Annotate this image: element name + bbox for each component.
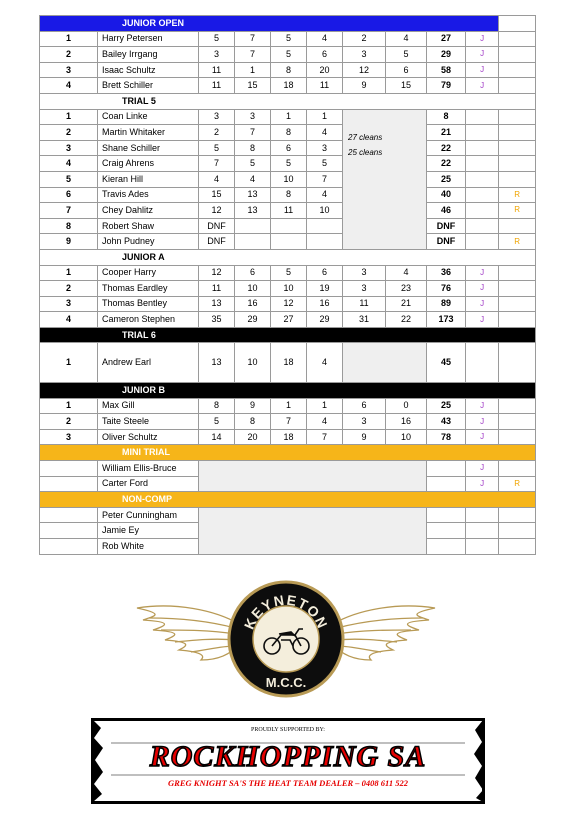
score-cell: 10 xyxy=(235,281,271,297)
score-cell: 8 xyxy=(199,398,235,414)
junior-flag-cell xyxy=(466,187,499,203)
score-cell xyxy=(307,234,343,250)
score-cell: 10 xyxy=(235,343,271,383)
score-cell: 18 xyxy=(271,78,307,94)
place-cell: 8 xyxy=(40,218,98,234)
score-cell: 7 xyxy=(235,125,271,141)
place-cell: 1 xyxy=(40,343,98,383)
rookie-flag-cell xyxy=(499,265,536,281)
score-cell: 3 xyxy=(343,265,386,281)
rookie-flag-cell: R xyxy=(499,476,536,492)
rider-name-cell: Martin Whitaker xyxy=(98,125,199,141)
score-cell xyxy=(235,234,271,250)
place-cell: 2 xyxy=(40,47,98,63)
section-header-spacer xyxy=(499,16,536,32)
score-cell: 20 xyxy=(307,62,343,78)
total-cell: 45 xyxy=(427,343,466,383)
rookie-flag-cell xyxy=(499,461,536,477)
place-cell: 3 xyxy=(40,62,98,78)
score-cell: 9 xyxy=(235,398,271,414)
score-cell: 5 xyxy=(271,156,307,172)
total-cell xyxy=(427,476,466,492)
score-cell: 27 xyxy=(271,312,307,328)
score-cell: DNF xyxy=(199,218,235,234)
rider-name-cell: Andrew Earl xyxy=(98,343,199,383)
section-title: MINI TRIAL xyxy=(40,445,536,461)
junior-flag-cell xyxy=(466,539,499,555)
score-cell: 4 xyxy=(386,31,427,47)
score-cell: 16 xyxy=(235,296,271,312)
table-row xyxy=(40,312,536,328)
rider-name-cell: Travis Ades xyxy=(98,187,199,203)
rookie-flag-cell xyxy=(499,296,536,312)
place-cell: 2 xyxy=(40,125,98,141)
cleans-note: 25 cleans xyxy=(348,148,383,158)
score-cell: 15 xyxy=(386,78,427,94)
score-cell: 11 xyxy=(307,78,343,94)
score-cell: 7 xyxy=(235,31,271,47)
table-row xyxy=(40,507,536,523)
score-cell: 3 xyxy=(199,47,235,63)
score-cell: 4 xyxy=(307,414,343,430)
place-cell: 5 xyxy=(40,171,98,187)
sponsor-name: ROCKHOPPING SA xyxy=(149,740,427,773)
score-cell: 31 xyxy=(343,312,386,328)
rider-name-cell: Brett Schiller xyxy=(98,78,199,94)
junior-flag-cell xyxy=(466,507,499,523)
table-row xyxy=(40,429,536,445)
total-cell xyxy=(427,507,466,523)
score-cell: 3 xyxy=(343,47,386,63)
rider-name-cell: Bailey Irrgang xyxy=(98,47,199,63)
score-cell: 5 xyxy=(235,156,271,172)
rider-name-cell: Craig Ahrens xyxy=(98,156,199,172)
place-cell: 3 xyxy=(40,296,98,312)
score-cell: 4 xyxy=(307,125,343,141)
score-cell: 29 xyxy=(235,312,271,328)
table-row xyxy=(40,156,536,172)
score-cell: 22 xyxy=(386,312,427,328)
rider-name-cell: Rob White xyxy=(98,539,199,555)
place-cell: 1 xyxy=(40,398,98,414)
total-cell: 43 xyxy=(427,414,466,430)
rookie-flag-cell xyxy=(499,414,536,430)
place-cell: 1 xyxy=(40,109,98,125)
section-title: JUNIOR A xyxy=(40,249,536,265)
rookie-flag-cell xyxy=(499,312,536,328)
rider-name-cell: Robert Shaw xyxy=(98,218,199,234)
score-cell: 4 xyxy=(307,343,343,383)
junior-flag-cell: J xyxy=(466,78,499,94)
rookie-flag-cell: R xyxy=(499,203,536,219)
score-cell: 6 xyxy=(307,47,343,63)
table-row xyxy=(40,78,536,94)
score-cell: 8 xyxy=(235,140,271,156)
score-cell: 1 xyxy=(271,109,307,125)
results-table xyxy=(39,15,536,555)
score-cell: 7 xyxy=(271,414,307,430)
score-cell: 4 xyxy=(199,171,235,187)
rider-name-cell: Thomas Eardley xyxy=(98,281,199,297)
section-header xyxy=(40,93,536,109)
score-cell: 7 xyxy=(199,156,235,172)
score-cell: 5 xyxy=(271,31,307,47)
score-cell: 5 xyxy=(199,31,235,47)
rookie-flag-cell xyxy=(499,523,536,539)
score-cell: 5 xyxy=(271,47,307,63)
score-cell: 5 xyxy=(199,140,235,156)
total-cell xyxy=(427,523,466,539)
total-cell xyxy=(427,539,466,555)
rookie-flag-cell xyxy=(499,398,536,414)
section-title: TRIAL 6 xyxy=(40,327,536,343)
score-cell: 6 xyxy=(307,265,343,281)
junior-flag-cell xyxy=(466,218,499,234)
rider-name-cell: Jamie Ey xyxy=(98,523,199,539)
table-row xyxy=(40,62,536,78)
score-cell: 3 xyxy=(343,281,386,297)
table-row xyxy=(40,398,536,414)
rookie-flag-cell xyxy=(499,47,536,63)
junior-flag-cell: J xyxy=(466,398,499,414)
rider-name-cell: Cooper Harry xyxy=(98,265,199,281)
score-cell: DNF xyxy=(199,234,235,250)
total-cell: 46 xyxy=(427,203,466,219)
score-cell: 1 xyxy=(271,398,307,414)
score-cell: 5 xyxy=(199,414,235,430)
table-row xyxy=(40,171,536,187)
place-cell: 3 xyxy=(40,429,98,445)
total-cell: DNF xyxy=(427,234,466,250)
junior-flag-cell xyxy=(466,343,499,383)
section-title: JUNIOR OPEN xyxy=(40,16,499,32)
rookie-flag-cell xyxy=(499,539,536,555)
total-cell: 21 xyxy=(427,125,466,141)
section-title: JUNIOR B xyxy=(40,383,536,399)
rookie-flag-cell xyxy=(499,31,536,47)
score-cell: 12 xyxy=(343,62,386,78)
score-cell: 23 xyxy=(386,281,427,297)
score-cell: 16 xyxy=(307,296,343,312)
place-cell: 6 xyxy=(40,187,98,203)
score-cell: 21 xyxy=(386,296,427,312)
score-cell: 6 xyxy=(343,398,386,414)
cleans-note: 27 cleans xyxy=(348,132,383,142)
score-cell: 12 xyxy=(199,203,235,219)
total-cell: 40 xyxy=(427,187,466,203)
score-cell: 5 xyxy=(386,47,427,63)
score-cell: 9 xyxy=(343,78,386,94)
rider-name-cell: Harry Petersen xyxy=(98,31,199,47)
junior-flag-cell: J xyxy=(466,476,499,492)
left-wing-icon xyxy=(137,606,239,660)
section-header xyxy=(40,492,536,508)
section-header xyxy=(40,327,536,343)
section-header xyxy=(40,383,536,399)
table-row xyxy=(40,203,536,219)
score-cell: 11 xyxy=(199,78,235,94)
section-header xyxy=(40,445,536,461)
rider-name-cell: John Pudney xyxy=(98,234,199,250)
table-row xyxy=(40,47,536,63)
score-cell: 2 xyxy=(343,31,386,47)
score-cell: 10 xyxy=(307,203,343,219)
total-cell: 36 xyxy=(427,265,466,281)
sponsor-tagline: GREG KNIGHT SA'S THE HEAT TEAM DEALER – 0408 611 522 xyxy=(168,778,408,788)
score-cell: 6 xyxy=(235,265,271,281)
score-cell xyxy=(307,218,343,234)
junior-flag-cell: J xyxy=(466,414,499,430)
score-cell: 3 xyxy=(307,140,343,156)
score-cell: 19 xyxy=(307,281,343,297)
junior-flag-cell xyxy=(466,125,499,141)
score-cell: 8 xyxy=(235,414,271,430)
total-cell: 79 xyxy=(427,78,466,94)
total-cell: 76 xyxy=(427,281,466,297)
rider-name-cell: Isaac Schultz xyxy=(98,62,199,78)
section-header xyxy=(40,249,536,265)
total-cell: 173 xyxy=(427,312,466,328)
place-cell: 4 xyxy=(40,156,98,172)
score-cell: 18 xyxy=(271,343,307,383)
table-row xyxy=(40,109,536,125)
rookie-flag-cell xyxy=(499,140,536,156)
table-row xyxy=(40,218,536,234)
junior-flag-cell xyxy=(466,109,499,125)
score-cell: 5 xyxy=(307,156,343,172)
table-row xyxy=(40,461,536,477)
place-cell: 4 xyxy=(40,78,98,94)
rockhopping-sponsor-banner xyxy=(91,718,485,804)
rookie-flag-cell xyxy=(499,218,536,234)
score-cell: 12 xyxy=(199,265,235,281)
total-cell: 58 xyxy=(427,62,466,78)
junior-flag-cell: J xyxy=(466,312,499,328)
score-cell: 1 xyxy=(235,62,271,78)
score-cell: 10 xyxy=(271,281,307,297)
table-row xyxy=(40,343,536,383)
score-cell: 8 xyxy=(271,125,307,141)
total-cell: 25 xyxy=(427,398,466,414)
score-cell: 15 xyxy=(199,187,235,203)
score-cell: 13 xyxy=(235,203,271,219)
place-cell xyxy=(40,476,98,492)
rider-name-cell: Coan Linke xyxy=(98,109,199,125)
rider-name-cell: Shane Schiller xyxy=(98,140,199,156)
rookie-flag-cell xyxy=(499,171,536,187)
score-cell: 13 xyxy=(199,343,235,383)
place-cell xyxy=(40,539,98,555)
junior-flag-cell xyxy=(466,140,499,156)
junior-flag-cell: J xyxy=(466,31,499,47)
score-cell: 4 xyxy=(386,265,427,281)
score-cell: 1 xyxy=(307,109,343,125)
rider-name-cell: William Ellis-Bruce xyxy=(98,461,199,477)
score-cell xyxy=(271,234,307,250)
total-cell: 22 xyxy=(427,140,466,156)
junior-flag-cell: J xyxy=(466,265,499,281)
score-cell: 10 xyxy=(386,429,427,445)
junior-flag-cell: J xyxy=(466,62,499,78)
table-row xyxy=(40,187,536,203)
score-cell: 7 xyxy=(307,429,343,445)
score-cell: 4 xyxy=(235,171,271,187)
place-cell: 4 xyxy=(40,312,98,328)
table-row xyxy=(40,414,536,430)
grey-block xyxy=(343,109,427,249)
section-title: NON-COMP xyxy=(40,492,536,508)
place-cell: 1 xyxy=(40,265,98,281)
table-row xyxy=(40,265,536,281)
score-cell: 11 xyxy=(199,281,235,297)
score-cell: 13 xyxy=(235,187,271,203)
rider-name-cell: Kieran Hill xyxy=(98,171,199,187)
total-cell: 27 xyxy=(427,31,466,47)
score-cell: 13 xyxy=(199,296,235,312)
rider-name-cell: Peter Cunningham xyxy=(98,507,199,523)
total-cell: 89 xyxy=(427,296,466,312)
score-cell: 35 xyxy=(199,312,235,328)
score-cell: 3 xyxy=(235,109,271,125)
total-cell: 8 xyxy=(427,109,466,125)
rookie-flag-cell: R xyxy=(499,234,536,250)
score-cell: 3 xyxy=(199,109,235,125)
score-cell: 8 xyxy=(271,62,307,78)
place-cell xyxy=(40,523,98,539)
junior-flag-cell: J xyxy=(466,296,499,312)
table-row xyxy=(40,125,536,141)
junior-flag-cell xyxy=(466,234,499,250)
score-cell: 7 xyxy=(307,171,343,187)
score-cell: 29 xyxy=(307,312,343,328)
total-cell xyxy=(427,461,466,477)
score-cell: 10 xyxy=(271,171,307,187)
score-cell: 18 xyxy=(271,429,307,445)
badge-bottom-text: M.C.C. xyxy=(265,675,307,690)
score-cell: 11 xyxy=(271,203,307,219)
rider-name-cell: Taite Steele xyxy=(98,414,199,430)
score-cell: 5 xyxy=(271,265,307,281)
junior-flag-cell: J xyxy=(466,429,499,445)
total-cell: 22 xyxy=(427,156,466,172)
score-cell: 0 xyxy=(386,398,427,414)
place-cell: 1 xyxy=(40,31,98,47)
total-cell: 29 xyxy=(427,47,466,63)
supported-by-text: PROUDLY SUPPORTED BY: xyxy=(251,727,325,733)
junior-flag-cell xyxy=(466,171,499,187)
junior-flag-cell: J xyxy=(466,47,499,63)
score-cell: 16 xyxy=(386,414,427,430)
score-cell: 9 xyxy=(343,429,386,445)
place-cell: 3 xyxy=(40,140,98,156)
rider-name-cell: Oliver Schultz xyxy=(98,429,199,445)
rider-name-cell: Cameron Stephen xyxy=(98,312,199,328)
score-cell: 6 xyxy=(386,62,427,78)
score-cell: 8 xyxy=(271,187,307,203)
score-cell: 11 xyxy=(343,296,386,312)
score-cell xyxy=(271,218,307,234)
table-row xyxy=(40,140,536,156)
junior-flag-cell xyxy=(466,203,499,219)
section-title: TRIAL 5 xyxy=(40,93,536,109)
score-cell xyxy=(235,218,271,234)
table-row xyxy=(40,296,536,312)
rookie-flag-cell xyxy=(499,78,536,94)
rookie-flag-cell xyxy=(499,125,536,141)
score-cell: 3 xyxy=(343,414,386,430)
junior-flag-cell: J xyxy=(466,281,499,297)
place-cell: 7 xyxy=(40,203,98,219)
score-cell: 4 xyxy=(307,31,343,47)
score-cell: 1 xyxy=(307,398,343,414)
grey-block xyxy=(343,343,427,383)
total-cell: DNF xyxy=(427,218,466,234)
rookie-flag-cell: R xyxy=(499,187,536,203)
score-cell: 11 xyxy=(199,62,235,78)
grey-block xyxy=(199,507,427,554)
results-body xyxy=(40,16,536,555)
score-cell: 7 xyxy=(235,47,271,63)
junior-flag-cell: J xyxy=(466,461,499,477)
rookie-flag-cell xyxy=(499,507,536,523)
rider-name-cell: Carter Ford xyxy=(98,476,199,492)
score-cell: 12 xyxy=(271,296,307,312)
place-cell: 9 xyxy=(40,234,98,250)
place-cell: 2 xyxy=(40,281,98,297)
score-cell: 20 xyxy=(235,429,271,445)
place-cell xyxy=(40,461,98,477)
score-cell: 2 xyxy=(199,125,235,141)
rookie-flag-cell xyxy=(499,343,536,383)
total-cell: 25 xyxy=(427,171,466,187)
grey-block xyxy=(199,461,427,492)
rookie-flag-cell xyxy=(499,281,536,297)
score-cell: 6 xyxy=(271,140,307,156)
section-header xyxy=(40,16,536,32)
score-cell: 4 xyxy=(307,187,343,203)
rookie-flag-cell xyxy=(499,429,536,445)
total-cell: 78 xyxy=(427,429,466,445)
rider-name-cell: Thomas Bentley xyxy=(98,296,199,312)
table-row xyxy=(40,234,536,250)
rider-name-cell: Max Gill xyxy=(98,398,199,414)
table-row xyxy=(40,281,536,297)
rookie-flag-cell xyxy=(499,156,536,172)
place-cell: 2 xyxy=(40,414,98,430)
right-wing-icon xyxy=(333,606,435,660)
score-cell: 15 xyxy=(235,78,271,94)
score-cell: 14 xyxy=(199,429,235,445)
junior-flag-cell xyxy=(466,523,499,539)
rider-name-cell: Chey Dahlitz xyxy=(98,203,199,219)
rookie-flag-cell xyxy=(499,62,536,78)
table-row xyxy=(40,31,536,47)
junior-flag-cell xyxy=(466,156,499,172)
keyneton-mcc-logo xyxy=(135,580,437,698)
rookie-flag-cell xyxy=(499,109,536,125)
badge-top-text: KEYNETON xyxy=(240,591,332,632)
place-cell xyxy=(40,507,98,523)
